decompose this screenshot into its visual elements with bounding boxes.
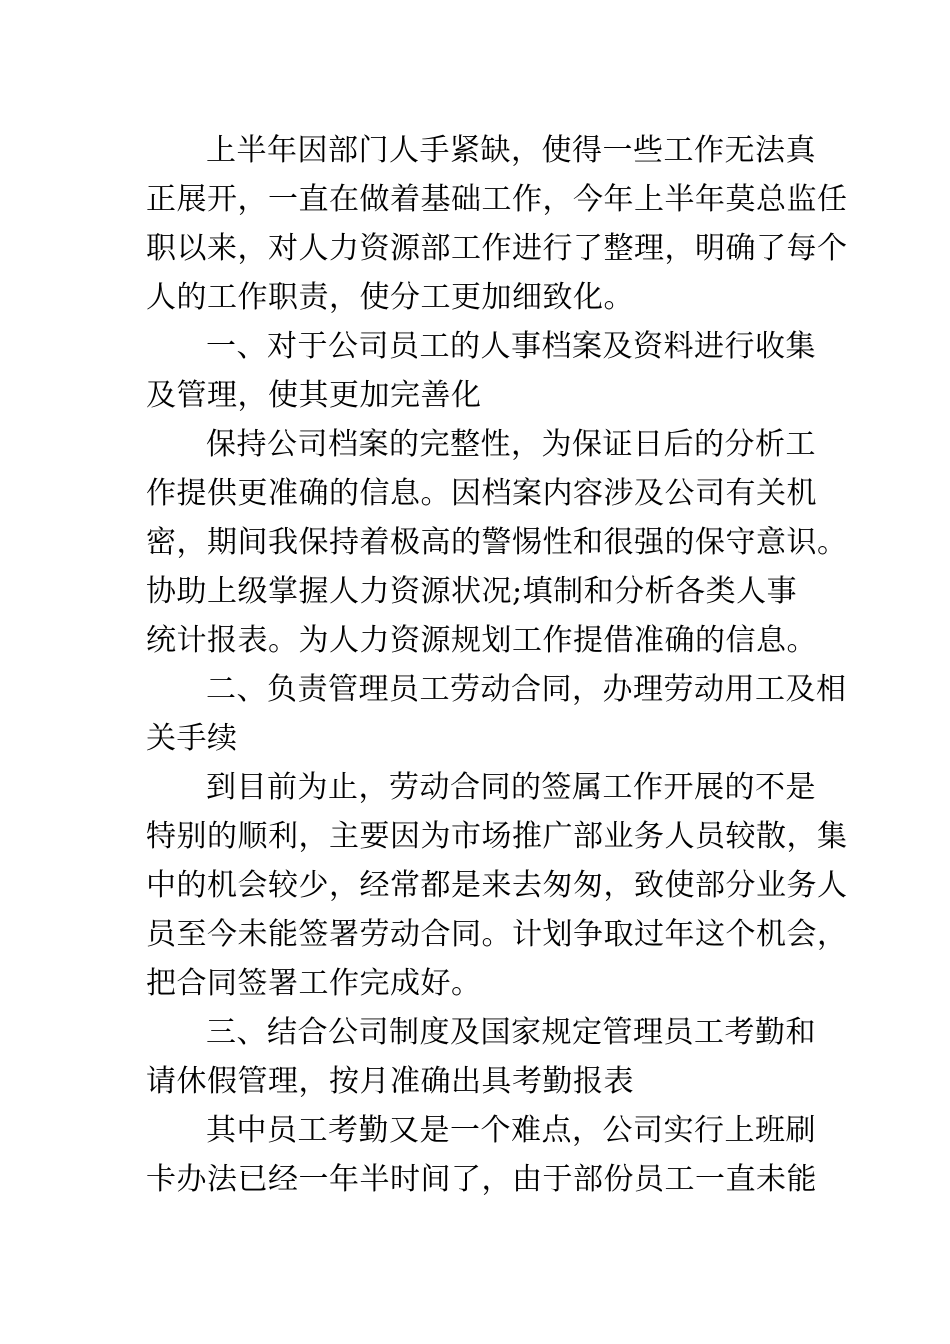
text-line: 其中员工考勤又是一个难点，公司实行上班刷 [206, 1113, 816, 1148]
text-line: 关手续 [146, 721, 238, 756]
text-line: 三、结合公司制度及国家规定管理员工考勤和 [206, 1015, 816, 1050]
text-line: 保持公司档案的完整性，为保证日后的分析工 [206, 427, 816, 462]
text-line: 及管理，使其更加完善化 [146, 378, 482, 413]
text-line: 请休假管理，按月准确出具考勤报表 [146, 1064, 634, 1099]
text-line: 职以来，对人力资源部工作进行了整理，明确了每个 [146, 231, 848, 266]
text-line: 到目前为止，劳动合同的签属工作开展的不是 [206, 770, 816, 805]
text-line: 正展开，一直在做着基础工作，今年上半年莫总监任 [146, 182, 848, 217]
text-line: 密，期间我保持着极高的警惕性和很强的保守意识。 [146, 525, 848, 560]
text-line: 特别的顺利，主要因为市场推广部业务人员较散，集 [146, 819, 848, 854]
paragraph-intro [146, 126, 848, 322]
paragraph-contracts [146, 763, 848, 1008]
section-heading-2 [146, 665, 847, 763]
text-line: 上半年因部门人手紧缺，使得一些工作无法真 [206, 133, 816, 168]
text-line: 中的机会较少，经常都是来去匆匆，致使部分业务人 [146, 868, 848, 903]
paragraph-archives [146, 420, 848, 665]
text-line: 卡办法已经一年半时间了，由于部份员工一直未能 [146, 1162, 817, 1197]
document-page [146, 126, 848, 1204]
text-line: 人的工作职责，使分工更加细致化。 [146, 280, 634, 315]
text-line: 把合同签署工作完成好。 [146, 966, 482, 1001]
section-heading-1 [146, 322, 816, 420]
text-line: 作提供更准确的信息。因档案内容涉及公司有关机 [146, 476, 817, 511]
text-line: 一、对于公司员工的人事档案及资料进行收集 [206, 329, 816, 364]
text-line: 二、负责管理员工劳动合同，办理劳动用工及相 [206, 672, 847, 707]
text-line: 统计报表。为人力资源规划工作提借准确的信息。 [146, 623, 817, 658]
paragraph-attendance [146, 1106, 817, 1204]
text-line: 员至今未能签署劳动合同。计划争取过年这个机会， [146, 917, 848, 952]
section-heading-3 [146, 1008, 816, 1106]
text-line: 协助上级掌握人力资源状况;填制和分析各类人事 [146, 574, 798, 609]
